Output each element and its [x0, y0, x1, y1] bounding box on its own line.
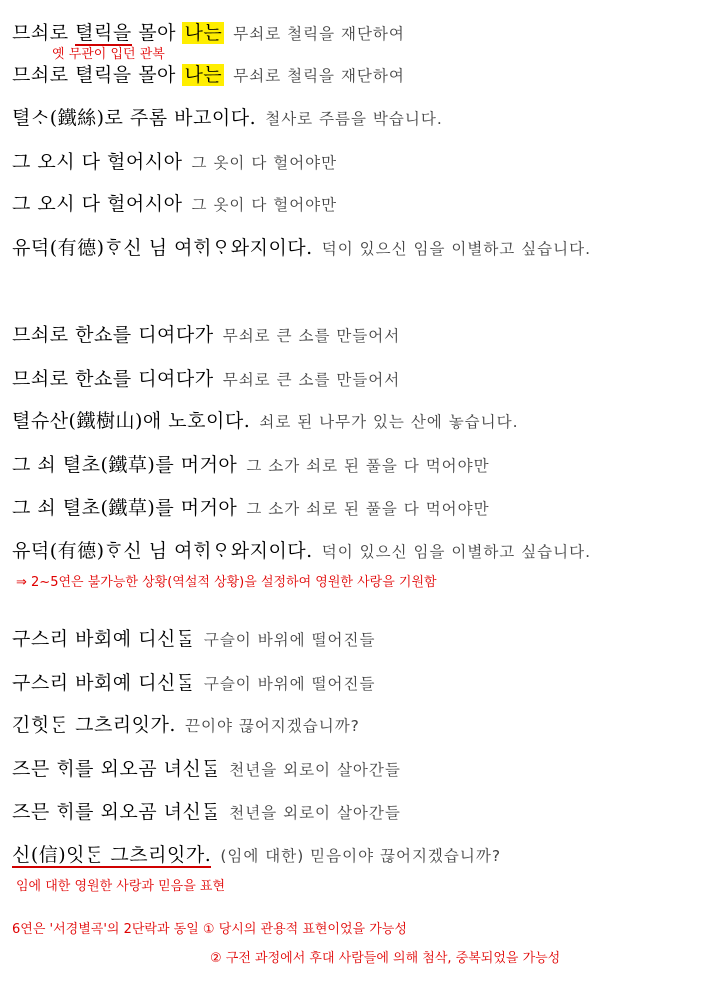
verse-original: 그 오시 다 헐어시아: [12, 193, 183, 215]
verse-original: 그 오시 다 헐어시아: [12, 151, 183, 173]
verse-original: 므쇠로 한쇼를 디여다가: [12, 324, 214, 346]
verse-line-6: [12, 233, 591, 260]
verse-original: 므쇠로 한쇼를 디여다가: [12, 368, 214, 390]
verse-line-11: [12, 493, 490, 520]
verse-original: 유덕(有德)ᄒᆞ신 님 여ᄒᆡᄋᆞ와지이다.: [12, 237, 313, 259]
verse-original: 유덕(有德)ᄒᆞ신 님 여ᄒᆡᄋᆞ와지이다.: [12, 540, 313, 562]
verse-line-3: [12, 103, 443, 130]
verse-line-1: [12, 18, 405, 45]
verse-line-13: [12, 624, 375, 651]
verse-line-8: [12, 364, 400, 391]
verse-translation: 구슬이 바위에 떨어진들: [203, 675, 376, 693]
verse-line-9: [12, 406, 519, 433]
verse-translation: 무쇠로 철릭을 재단하여: [233, 25, 405, 43]
verse-translation: 그 옷이 다 헐어야만: [191, 154, 338, 172]
verse-original: 그 쇠 텰초(鐵草)를 머거아: [12, 454, 238, 476]
verse-line-2: [12, 60, 405, 87]
verse-translation: 끈이야 끊어지겠습니까?: [185, 717, 360, 735]
verse-original: 므쇠로 텰릭을 몰아 나는: [12, 22, 223, 44]
verse-translation: 그 소가 쇠로 된 풀을 다 먹어야만: [246, 500, 490, 518]
highlighted-word: 나는: [184, 64, 223, 86]
verse-original: 신(信)잇ᄃᆞᆫ 그츠리잇가.: [12, 844, 212, 866]
verse-original: 구스리 바회예 디신ᄃᆞᆯ: [12, 672, 195, 694]
verse-original: 구스리 바회예 디신ᄃᆞᆯ: [12, 628, 195, 650]
verse-translation: 그 소가 쇠로 된 풀을 다 먹어야만: [246, 457, 490, 475]
verse-line-15: [12, 710, 360, 737]
underlined-word: 텰릭을: [75, 22, 132, 44]
verse-line-10: [12, 450, 490, 477]
highlighted-word: 나는: [184, 22, 223, 44]
verse-original: 텰ᄉᆞ(鐵絲)로 주롬 바고이다.: [12, 107, 257, 129]
verse-translation: 무쇠로 큰 소를 만들어서: [222, 327, 401, 345]
verse-original: 즈믄 ᄒᆡ를 외오곰 녀신ᄃᆞᆯ: [12, 801, 221, 823]
verse-line-16: [12, 754, 401, 781]
verse-translation: 철사로 주름을 박습니다.: [265, 110, 443, 128]
verse-translation: 무쇠로 큰 소를 만들어서: [222, 371, 401, 389]
verse-translation: 천년을 외로이 살아간들: [229, 761, 401, 779]
verse-original: 텰슈산(鐵樹山)애 노호이다.: [12, 410, 251, 432]
verse-translation: 그 옷이 다 헐어야만: [191, 196, 338, 214]
verse-line-12: [12, 536, 591, 563]
verse-original: 므쇠로 텰릭을 몰아 나는: [12, 64, 223, 86]
verse-line-14: [12, 668, 375, 695]
verse-original: 긴힛ᄃᆞᆫ 그츠리잇가.: [12, 714, 176, 736]
verse-translation: 무쇠로 철릭을 재단하여: [233, 67, 405, 85]
verse-translation: 구슬이 바위에 떨어진들: [203, 631, 376, 649]
verse-translation: 쇠로 된 나무가 있는 산에 놓습니다.: [259, 413, 519, 431]
annotation-4: 6연은 '서경별곡'의 2단락과 동일 ① 당시의 관용적 표현이었을 가능성: [12, 922, 407, 937]
verse-translation: (임에 대한) 믿음이야 끊어지겠습니까?: [220, 847, 502, 865]
verse-line-5: [12, 189, 337, 216]
verse-line-18: [12, 840, 501, 867]
verse-line-17: [12, 797, 401, 824]
verse-original: 즈믄 ᄒᆡ를 외오곰 녀신ᄃᆞᆯ: [12, 758, 221, 780]
verse-original: 그 쇠 텰초(鐵草)를 머거아: [12, 497, 238, 519]
verse-line-4: [12, 147, 337, 174]
verse-translation: 천년을 외로이 살아간들: [229, 804, 401, 822]
verse-translation: 덕이 있으신 임을 이별하고 싶습니다.: [321, 543, 592, 561]
annotation-2: ⇒ 2~5연은 불가능한 상황(역설적 상황)을 설정하여 영원한 사랑을 기원함: [16, 575, 437, 590]
verse-line-7: [12, 320, 400, 347]
annotation-5: ② 구전 과정에서 후대 사람들에 의해 첨삭, 중복되었을 가능성: [210, 951, 561, 966]
verse-translation: 덕이 있으신 임을 이별하고 싶습니다.: [321, 240, 592, 258]
annotation-3: 임에 대한 영원한 사랑과 믿음을 표현: [16, 879, 226, 894]
annotation-1: 옛 무관이 입던 관복: [52, 47, 165, 62]
